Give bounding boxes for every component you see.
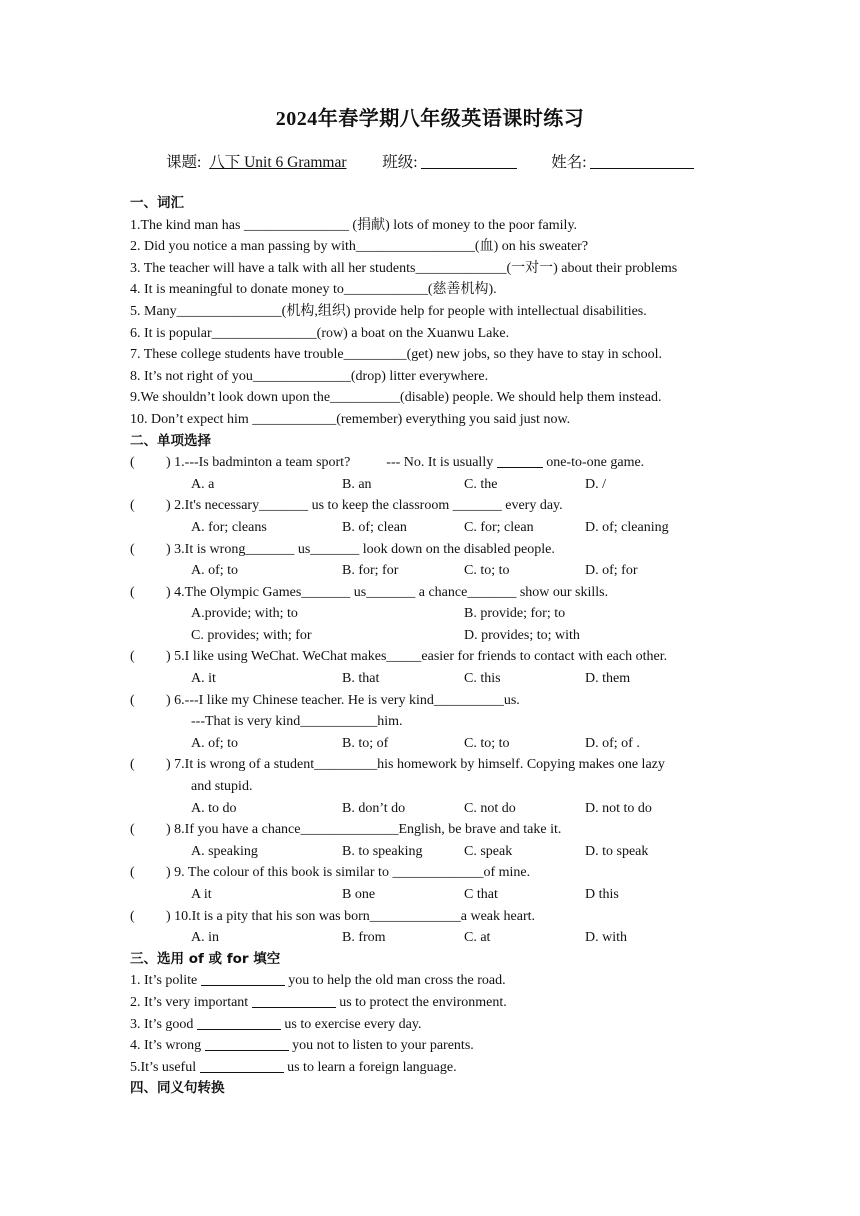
option-c[interactable]: C. the [464, 476, 498, 492]
vocab-item: 6. It is popular_______________(row) a boat on the Xuanwu Lake. [130, 325, 510, 341]
question-stem: ) 4.The Olympic Games_______ us_______ a chance_______ show our skills. [166, 584, 609, 600]
option-d[interactable]: D. not to do [585, 800, 652, 816]
mc-question-6 [130, 690, 730, 712]
offor-suffix: you to help the old man cross the road. [288, 973, 506, 989]
answer-blank [497, 454, 543, 468]
question-stem-2: --- No. It is usually [386, 455, 494, 471]
offor-suffix: you not to listen to your parents. [292, 1038, 474, 1054]
answer-paren[interactable]: ( [130, 822, 135, 838]
option-d[interactable]: D. of; cleaning [585, 519, 669, 535]
section-heading-of-for: 三、选用 of 或 for 填空 [130, 950, 281, 967]
mc-question-3 [130, 539, 730, 561]
answer-paren[interactable]: ( [130, 541, 135, 557]
vocab-item: 7. These college students have trouble_________(get) new jobs, so they have to stay in school. [130, 347, 663, 363]
mc-options-4a [130, 603, 730, 625]
answer-paren[interactable]: ( [130, 865, 135, 881]
option-c[interactable]: C. to; to [464, 735, 510, 751]
topic-label: 课题: [166, 154, 202, 171]
answer-paren[interactable]: ( [130, 757, 135, 773]
mc-options-5 [130, 668, 730, 690]
option-c[interactable]: C. speak [464, 843, 513, 859]
option-a[interactable]: A. in [191, 930, 219, 946]
offor-item [130, 1057, 730, 1079]
option-a[interactable]: A.provide; with; to [191, 606, 298, 622]
option-a[interactable]: A. for; cleans [191, 519, 267, 535]
offor-suffix: us to protect the environment. [339, 994, 507, 1010]
option-d[interactable]: D. them [585, 671, 631, 687]
option-d[interactable]: D. to speak [585, 843, 649, 859]
vocab-item: 3. The teacher will have a talk with all her students_____________(一对一) about their problems [130, 260, 678, 276]
answer-paren[interactable]: ( [130, 498, 135, 514]
offor-prefix: 3. It’s good [130, 1016, 194, 1032]
question-stem-2: and stupid. [191, 779, 253, 795]
question-stem-3: one-to-one game. [546, 455, 645, 471]
answer-blank[interactable] [252, 994, 336, 1008]
offor-item [130, 1014, 730, 1036]
name-blank[interactable] [590, 154, 694, 169]
option-b[interactable]: B. that [342, 671, 380, 687]
offor-suffix: us to learn a foreign language. [287, 1059, 457, 1075]
mc-question-8 [130, 819, 730, 841]
option-c[interactable]: C. to; to [464, 563, 510, 579]
answer-blank[interactable] [201, 972, 285, 986]
mc-question-2 [130, 495, 730, 517]
option-b[interactable]: B. don’t do [342, 800, 406, 816]
option-b[interactable]: B. to speaking [342, 843, 423, 859]
option-c[interactable]: C. provides; with; for [191, 627, 312, 643]
option-d[interactable]: D. provides; to; with [464, 627, 580, 643]
option-d[interactable]: D. / [585, 476, 606, 492]
option-d[interactable]: D this [585, 887, 619, 902]
answer-paren[interactable]: ( [130, 584, 135, 600]
mc-question-10 [130, 906, 730, 928]
offor-suffix: us to exercise every day. [284, 1016, 422, 1032]
option-a[interactable]: A. of; to [191, 735, 239, 751]
offor-prefix: 1. It’s polite [130, 973, 198, 989]
option-b[interactable]: B. to; of [342, 735, 389, 751]
vocab-item: 1.The kind man has _______________ (捐献) lots of money to the poor family. [130, 217, 578, 233]
mc-question-5 [130, 646, 730, 668]
answer-blank[interactable] [197, 1016, 281, 1030]
answer-blank[interactable] [200, 1059, 284, 1073]
mc-options-8 [130, 841, 730, 863]
offor-prefix: 5.It’s useful [130, 1059, 197, 1075]
mc-options-1 [130, 474, 730, 496]
option-a[interactable]: A. it [191, 671, 216, 687]
answer-paren[interactable]: ( [130, 649, 135, 665]
vocab-item: 10. Don’t expect him ____________(remember) everything you said just now. [130, 411, 571, 427]
class-label: 班级: [382, 154, 418, 171]
worksheet-content [130, 193, 730, 1100]
mc-options-2 [130, 517, 730, 539]
question-stem: ) 7.It is wrong of a student_________his homework by himself. Copying makes one lazy [166, 757, 665, 773]
answer-paren[interactable]: ( [130, 692, 135, 708]
vocab-item: 5. Many_______________(机构,组织) provide help for people with intellectual disabilities. [130, 303, 647, 319]
topic-value: 八下 Unit 6 Grammar [209, 154, 347, 171]
section-heading-vocabulary: 一、词汇 [130, 195, 184, 211]
answer-paren[interactable]: ( [130, 455, 135, 471]
option-d[interactable]: D. of; of . [585, 735, 640, 751]
vocab-item: 2. Did you notice a man passing by with_________________(血) on his sweater? [130, 239, 589, 255]
vocab-item: 9.We shouldn’t look down upon the__________(disable) people. We should help them instead. [130, 390, 662, 406]
question-stem: ) 9. The colour of this book is similar to _____________of mine. [166, 865, 531, 881]
option-c[interactable]: C. at [464, 930, 491, 946]
option-c[interactable]: C that [464, 887, 498, 902]
question-stem: ) 8.If you have a chance______________English, be brave and take it. [166, 822, 562, 838]
option-c[interactable]: C. for; clean [464, 519, 534, 535]
section-heading-sentence-transformation: 四、同义句转换 [130, 1080, 225, 1097]
option-d[interactable]: D. of; for [585, 563, 638, 579]
mc-question-4 [130, 582, 730, 604]
mc-options-6 [130, 733, 730, 755]
mc-options-3 [130, 560, 730, 582]
answer-blank[interactable] [205, 1037, 289, 1051]
option-a[interactable]: A. of; to [191, 563, 239, 579]
vocab-item: 8. It’s not right of you______________(drop) litter everywhere. [130, 368, 489, 384]
page-title: 2024年春学期八年级英语课时练习 [275, 108, 585, 130]
option-b[interactable]: B one [342, 887, 376, 902]
mc-question-9 [130, 862, 730, 884]
option-c[interactable]: C. not do [464, 800, 516, 816]
question-stem: ) 10.It is a pity that his son was born_____________a weak heart. [166, 908, 535, 924]
option-b[interactable]: B. provide; for; to [464, 606, 566, 622]
question-stem: ) 1.---Is badminton a team sport? [166, 455, 351, 471]
option-b[interactable]: B. from [342, 930, 386, 946]
answer-paren[interactable]: ( [130, 908, 135, 924]
mc-options-10 [130, 927, 730, 949]
offor-prefix: 2. It’s very important [130, 994, 249, 1010]
mc-options-7 [130, 798, 730, 820]
option-b[interactable]: B. an [342, 476, 372, 492]
option-d[interactable]: D. with [585, 930, 627, 946]
header-info-line [166, 150, 694, 172]
offor-item [130, 992, 730, 1014]
offor-prefix: 4. It’s wrong [130, 1038, 202, 1054]
name-label: 姓名: [551, 154, 587, 171]
question-stem-2: ---That is very kind___________him. [191, 714, 403, 730]
option-b[interactable]: B. for; for [342, 563, 399, 579]
question-stem: ) 6.---I like my Chinese teacher. He is very kind__________us. [166, 692, 520, 708]
offor-item [130, 1035, 730, 1057]
option-a[interactable]: A. a [191, 476, 215, 492]
section-heading-multiple-choice: 二、单项选择 [130, 432, 211, 449]
question-stem: ) 5.I like using WeChat. WeChat makes_____easier for friends to contact with each other. [166, 649, 668, 665]
offor-item [130, 970, 730, 992]
class-blank[interactable] [421, 154, 517, 169]
option-a[interactable]: A. to do [191, 800, 237, 816]
question-stem: ) 3.It is wrong_______ us_______ look down on the disabled people. [166, 541, 555, 557]
option-b[interactable]: B. of; clean [342, 519, 407, 535]
option-c[interactable]: C. this [464, 671, 501, 687]
question-stem: ) 2.It's necessary_______ us to keep the classroom _______ every day. [166, 498, 563, 514]
mc-question-7 [130, 754, 730, 776]
mc-options-4b [130, 625, 730, 647]
option-a[interactable]: A. speaking [191, 843, 258, 859]
option-a[interactable]: A it [191, 887, 212, 902]
mc-question-1 [130, 452, 730, 474]
vocab-item: 4. It is meaningful to donate money to____________(慈善机构). [130, 282, 497, 298]
mc-options-9 [130, 884, 730, 906]
